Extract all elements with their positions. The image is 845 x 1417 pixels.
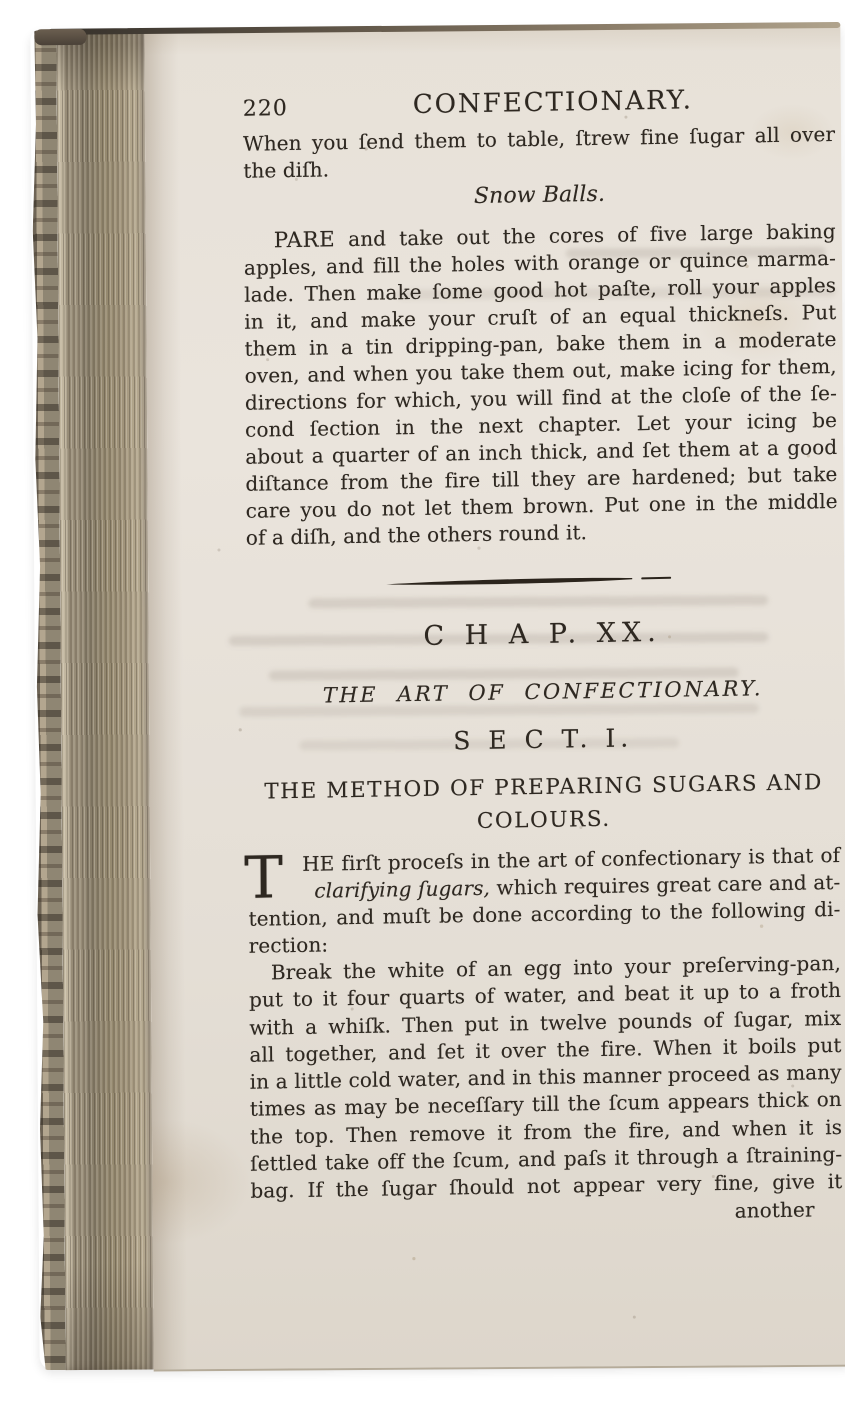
text-line: Break the white of an egg into your preſerving-pan, <box>270 950 841 985</box>
text-line: When you ſend them to table, ſtrew fine ſugar all over <box>243 121 836 156</box>
section-heading: S E C T. I. <box>453 723 634 756</box>
chapter-subtitle: THE ART OF CONFECTIONARY. <box>322 676 764 708</box>
text-line: rection: <box>248 932 329 958</box>
text-line: bag. If the ſugar ſhould not appear very fine, give it <box>250 1169 843 1204</box>
text-line: of a diſh, and the others round it. <box>245 520 588 550</box>
text-line: the diſh. <box>243 157 330 183</box>
text-line: in a little cold water, and in this manner proceed as many <box>249 1060 842 1094</box>
paragraph-snow-balls <box>244 217 838 552</box>
section-title <box>248 766 840 842</box>
recipe-title: Snow Balls. <box>473 181 606 209</box>
text-line: all together, and ſet it over the fire. When it boils put <box>249 1032 842 1067</box>
text-line: care you do not let them brown. Put one in the middle <box>245 488 838 523</box>
text-block <box>243 85 843 1232</box>
text-line: directions for which, you will find at the cloſe of the ſe- <box>244 380 837 415</box>
page-number: 220 <box>242 96 288 122</box>
text-line: put to it four quarts of water, and beat it up to a froth <box>249 978 842 1013</box>
paragraph-clarifying <box>244 842 841 960</box>
dropcap-lines <box>248 842 841 960</box>
text-line: tention, and muſt be done according to the following di- <box>248 896 841 931</box>
book <box>30 25 845 1371</box>
text-line: ſettled take off the ſcum, and paſs it through a ſtraining- <box>250 1142 843 1176</box>
text-line: times as may be neceſſary till the ſcum appears thick on <box>249 1087 842 1122</box>
paragraph-intro <box>243 121 835 185</box>
paragraph-directions <box>249 950 843 1205</box>
book-page <box>144 25 845 1372</box>
catchword: another <box>734 1197 815 1223</box>
text-line: them in a tin dripping-pan, bake them in a moderate <box>244 326 837 361</box>
spine-headcap <box>34 29 86 45</box>
section-title-line: THE METHOD OF PREPARING SUGARS AND <box>264 770 824 805</box>
running-title: CONFECTIONARY. <box>412 85 694 120</box>
text-line: oven, and when you take them out, make icing for them, <box>244 353 837 388</box>
text-line: about a quarter of an inch thick, and ſet them at a good <box>245 434 838 469</box>
text-segment: which requires great care and at- <box>489 869 841 900</box>
text-line: in it, and make your cruſt of an equal thickneſs. Put <box>244 299 837 334</box>
text-line: the top. Then remove it from the fire, and when it is <box>249 1114 843 1149</box>
text-line: HE firſt proceſs in the art of confectionary is that of <box>302 842 841 876</box>
text-line: apples, and fill the holes with orange or quince marma- <box>243 245 837 280</box>
page-block-edge <box>56 29 153 1370</box>
section-title-line: COLOURS. <box>476 806 611 834</box>
text-line: cond ſection in the next chapter. Let your icing be <box>245 407 838 442</box>
chapter-heading: C H A P. XX. <box>423 616 662 652</box>
text-line: lade. Then make ſome good hot paſte, roll your apples <box>244 272 837 307</box>
text-segment: PARE <box>273 226 336 253</box>
section-divider <box>232 560 824 586</box>
text-segment: clarifying ſugars, <box>314 875 491 903</box>
running-head <box>243 85 835 123</box>
text-segment: and take out the cores of five large baking <box>335 218 836 252</box>
drop-cap: T <box>244 843 284 912</box>
text-line: diſtance from the fire till they are hardened; but take <box>245 461 838 496</box>
swelled-rule <box>386 572 671 591</box>
text-line: with a whiſk. Then put in twelve pounds of ſugar, mix <box>249 1005 842 1040</box>
